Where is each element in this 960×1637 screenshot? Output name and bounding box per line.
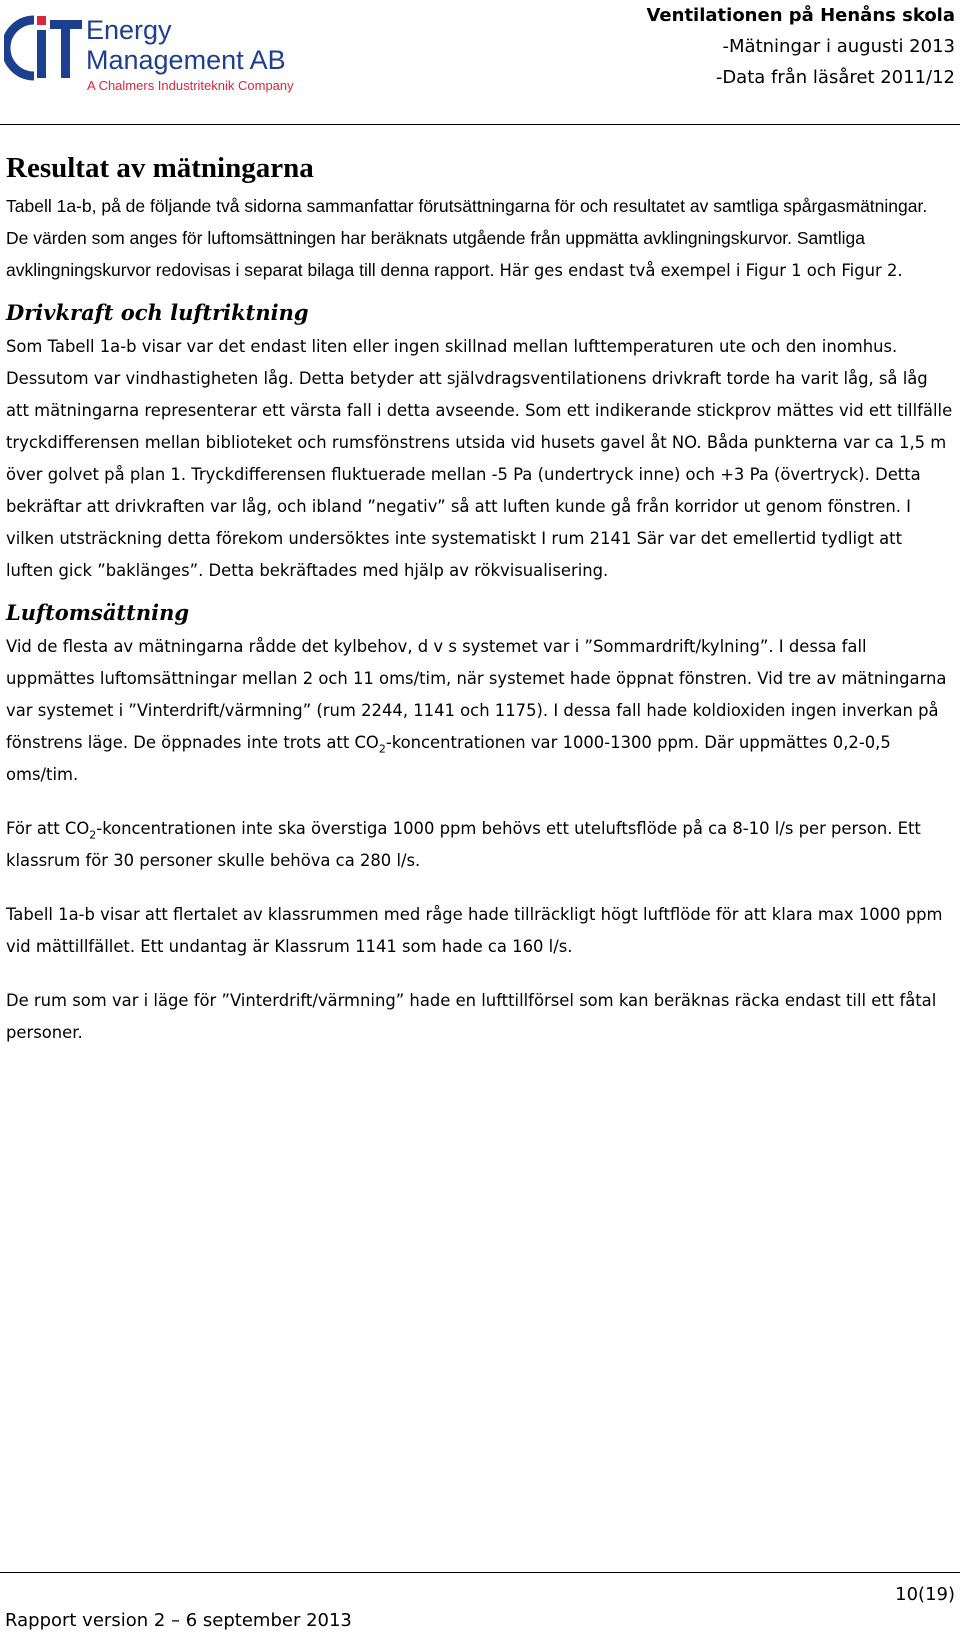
footer-divider — [0, 1572, 960, 1573]
intro-tail-text: Här ges endast två exempel i Figur 1 och Figur 2. — [494, 261, 903, 280]
logo-tagline: A Chalmers Industriteknik Company — [87, 78, 294, 93]
luftomsattning-paragraph-4: De rum som var i läge för ”Vinterdrift/värmning” hade en lufttillförsel som kan beräknas räcka endast till ett fåtal personer. — [6, 991, 937, 1042]
luftomsattning-paragraph-2 — [6, 813, 954, 877]
document-title: Ventilationen på Henåns skola — [646, 5, 955, 26]
section-heading-results: Resultat av mätningarna — [6, 152, 314, 184]
intro-text: Tabell 1a-b, på de följande två sidorna sammanfattar förutsättningarna för och resultatet av samtliga spårgasmätningar. De värden som anges för luftomsättningen har beräknats utgående från uppmätta avklingningskurvor. Samtliga avklingningskurvor redovisas i separat bilaga till denna rapport. — [6, 196, 928, 280]
p2-text-b: -koncentrationen inte ska överstiga 1000 ppm behövs ett uteluftsflöde på ca 8-10 l/s per person. Ett klassrum för 30 personer skulle behöva ca 280 l/s. — [6, 819, 921, 870]
p1-subscript: 2 — [378, 742, 386, 756]
header-titles — [646, 0, 955, 93]
paragraph-spacer — [6, 963, 954, 985]
page-header — [0, 0, 960, 125]
page-number: 10(19) — [895, 1584, 955, 1605]
luftomsattning-paragraph-1 — [6, 631, 954, 791]
document-subtitle-1: -Mätningar i augusti 2013 — [722, 36, 955, 57]
main-content — [6, 148, 954, 1049]
section-heading-luftomsattning: Luftomsättning — [6, 600, 190, 625]
header-divider — [0, 124, 960, 125]
p2-subscript: 2 — [89, 828, 97, 842]
luftomsattning-paragraph-3: Tabell 1a-b visar att flertalet av klassrummen med råge hade tillräckligt högt luftflöde för att klara max 1000 ppm vid mättillfället. Ett undantag är Klassrum 1141 som hade ca 160 l/s. — [6, 905, 943, 956]
report-version: Rapport version 2 – 6 september 2013 — [5, 1610, 352, 1631]
intro-paragraph — [6, 190, 954, 287]
cit-logo-mark — [4, 14, 82, 82]
paragraph-spacer — [6, 877, 954, 899]
p1-text-b: -koncentrationen var 1000-1300 ppm. Där uppmättes 0,2-0,5 oms/tim. — [6, 733, 891, 784]
section-heading-drivkraft: Drivkraft och luftriktning — [6, 300, 309, 325]
document-subtitle-2: -Data från läsåret 2011/12 — [715, 67, 955, 88]
logo-text-management: Management AB — [86, 45, 286, 75]
logo-text-energy: Energy — [86, 15, 172, 45]
p2-text-a: För att CO — [6, 819, 90, 838]
drivkraft-paragraph: Som Tabell 1a-b visar var det endast liten eller ingen skillnad mellan lufttemperaturen ute och den inomhus. Dessutom var vindhastigheten låg. Detta betyder att självdragsventilationens drivkraft torde ha varit låg, så låg att mätningarna representerar ett värsta fall i detta avseende. Som ett indikerande stickprov mättes vid ett tillfälle tryckdifferensen mellan biblioteket och rumsfönstrens utsida vid husets gavel åt NO. Båda punkterna var ca 1,5 m över golvet på plan 1. Tryckdifferensen fluktuerade mellan -5 Pa (undertryck inne) och +3 Pa (övertryck). Detta bekräftar att drivkraften var låg, och ibland ”negativ” så att luften kunde gå från korridor ut genom fönstren. I vilken utsträckning detta förekom undersöktes inte systematiskt I rum 2141 Sär var det emellertid tydligt att luften gick ”baklänges”. Detta bekräftades med hjälp av rökvisualisering. — [6, 337, 953, 580]
p1-text-a: Vid de flesta av mätningarna rådde det kylbehov, d v s systemet var i ”Sommardrift/kylning”. I dessa fall uppmättes luftomsättningar mellan 2 och 11 oms/tim, när systemet hade öppnat fönstren. Vid tre av mätningarna var systemet i ”Vinterdrift/värmning” (rum 2244, 1141 och 1175). I dessa fall hade koldioxiden ingen inverkan på fönstrens läge. De öppnades inte trots att CO — [6, 637, 947, 752]
company-logo — [4, 12, 304, 98]
paragraph-spacer — [6, 791, 954, 813]
